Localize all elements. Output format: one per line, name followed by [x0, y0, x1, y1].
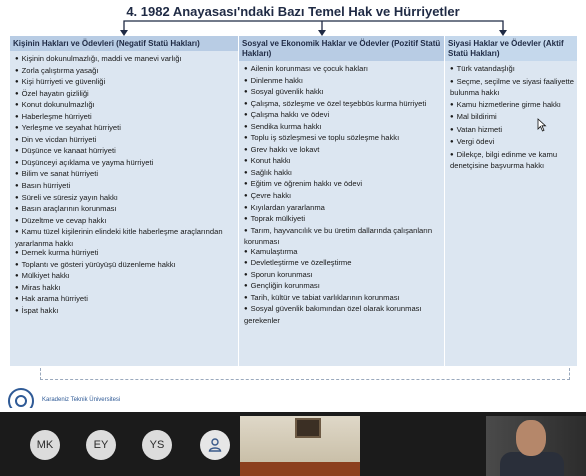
list-item: ● Türk vatandaşlığı	[450, 64, 574, 76]
list-item: ● Düşünceyi açıklama ve yayma hürriyeti	[15, 158, 235, 170]
list-item: ● Bilim ve sanat hürriyeti	[15, 169, 235, 181]
participant-camera-feed[interactable]	[240, 416, 360, 476]
list-item: ● Din ve vicdan hürriyeti	[15, 135, 235, 147]
participant-avatar[interactable]: YS	[142, 430, 172, 460]
participant-avatar[interactable]: EY	[86, 430, 116, 460]
list-item: ● Miras hakkı	[15, 283, 235, 295]
list-item: ● Düşünce ve kanaat hürriyeti	[15, 146, 235, 158]
list-item: ● Tarih, kültür ve tabiat varlıklarının korunması	[244, 293, 441, 305]
bottom-bracket	[40, 368, 570, 380]
list-item: ● Basın araçlarının korunması	[15, 204, 235, 216]
list-item: ● Kamu hizmetlerine girme hakkı	[450, 100, 574, 112]
list-item: ● Sosyal güvenlik bakımından özel olarak korunması gerekenler	[244, 304, 441, 325]
list-item: ● Dernek kurma hürriyeti	[15, 248, 235, 260]
column-negative-status-rights	[10, 36, 238, 366]
list-item: ● Süreli ve süresiz yayın hakkı	[15, 193, 235, 205]
list-item: ● Seçme, seçilme ve siyasi faaliyette bulunma hakkı	[450, 77, 574, 99]
university-name: Karadeniz Teknik Üniversitesi	[42, 397, 121, 403]
list-item: ● Özel hayatın gizliliği	[15, 89, 235, 101]
list-item: ● Vergi ödevi	[450, 137, 574, 149]
column-header: Kişinin Hakları ve Ödevleri (Negatif Statü Hakları)	[10, 36, 238, 51]
list-item: ● Kişi hürriyeti ve güvenliği	[15, 77, 235, 89]
rights-list	[10, 51, 238, 318]
list-item: ● Hak arama hürriyeti	[15, 294, 235, 306]
cursor-icon	[537, 118, 547, 132]
list-item: ● Çalışma, sözleşme ve özel teşebbüs kurma hürriyeti	[244, 99, 441, 111]
list-item: ● Vatan hizmeti	[450, 125, 574, 137]
list-item: ● Konut dokunulmazlığı	[15, 100, 235, 112]
list-item: ● Dilekçe, bilgi edinme ve kamu denetçisine başvurma hakkı	[450, 150, 574, 172]
connector-lines	[0, 0, 586, 40]
person-icon	[207, 437, 223, 453]
list-item: ● Mülkiyet hakkı	[15, 271, 235, 283]
list-item: ● Eğitim ve öğrenim hakkı ve ödevi	[244, 179, 441, 191]
column-header: Siyasi Haklar ve Ödevler (Aktif Statü Hakları)	[445, 36, 577, 61]
list-item: ● Toplu iş sözleşmesi ve toplu sözleşme hakkı	[244, 133, 441, 145]
rights-list	[445, 61, 577, 172]
list-item: ● Konut hakkı	[244, 156, 441, 168]
column-header: Sosyal ve Ekonomik Haklar ve Ödevler (Pozitif Statü Hakları)	[239, 36, 444, 61]
wall-portrait	[295, 418, 321, 438]
list-item: ● Çevre hakkı	[244, 191, 441, 203]
list-item: ● Basın hürriyeti	[15, 181, 235, 193]
column-positive-status-rights	[239, 36, 444, 366]
list-item: ● Kişinin dokunulmazlığı, maddi ve manevi varlığı	[15, 54, 235, 66]
list-item: ● Kıyılardan yararlanma	[244, 203, 441, 215]
list-item: ● Zorla çalıştırma yasağı	[15, 66, 235, 78]
list-item: ● Toplantı ve gösteri yürüyüşü düzenleme hakkı	[15, 260, 235, 272]
column-active-status-rights	[445, 36, 577, 366]
list-item: ● Gençliğin korunması	[244, 281, 441, 293]
list-item: ● Grev hakkı ve lokavt	[244, 145, 441, 157]
university-logo-icon	[8, 388, 34, 408]
list-item: ● Kamu tüzel kişilerinin elindeki kitle haberleşme araçlarından yararlanma hakkı	[15, 227, 235, 248]
list-item: ● Toprak mülkiyeti	[244, 214, 441, 226]
rights-list	[239, 61, 444, 326]
slide-title: 4. 1982 Anayasası'ndaki Bazı Temel Hak ve Hürriyetler	[126, 4, 460, 19]
list-item: ● Devletleştirme ve özelleştirme	[244, 258, 441, 270]
list-item: ● Ailenin korunması ve çocuk hakları	[244, 64, 441, 76]
list-item: ● Çalışma hakkı ve ödevi	[244, 110, 441, 122]
participant-avatar[interactable]: MK	[30, 430, 60, 460]
list-item: ● Düzeltme ve cevap hakkı	[15, 216, 235, 228]
list-item: ● Yerleşme ve seyahat hürriyeti	[15, 123, 235, 135]
list-item: ● Sosyal güvenlik hakkı	[244, 87, 441, 99]
list-item: ● Dinlenme hakkı	[244, 76, 441, 88]
list-item: ● Sendika kurma hakkı	[244, 122, 441, 134]
participant-camera-feed[interactable]	[486, 416, 586, 476]
list-item: ● Kamulaştırma	[244, 247, 441, 259]
list-item: ● İspat hakkı	[15, 306, 235, 318]
list-item: ● Tarım, hayvancılık ve bu üretim dallarında çalışanların korunması	[244, 226, 441, 247]
list-item: ● Mal bildirimi	[450, 112, 574, 124]
list-item: ● Haberleşme hürriyeti	[15, 112, 235, 124]
list-item: ● Sağlık hakkı	[244, 168, 441, 180]
list-item: ● Sporun korunması	[244, 270, 441, 282]
participant-avatar-generic[interactable]	[200, 430, 230, 460]
